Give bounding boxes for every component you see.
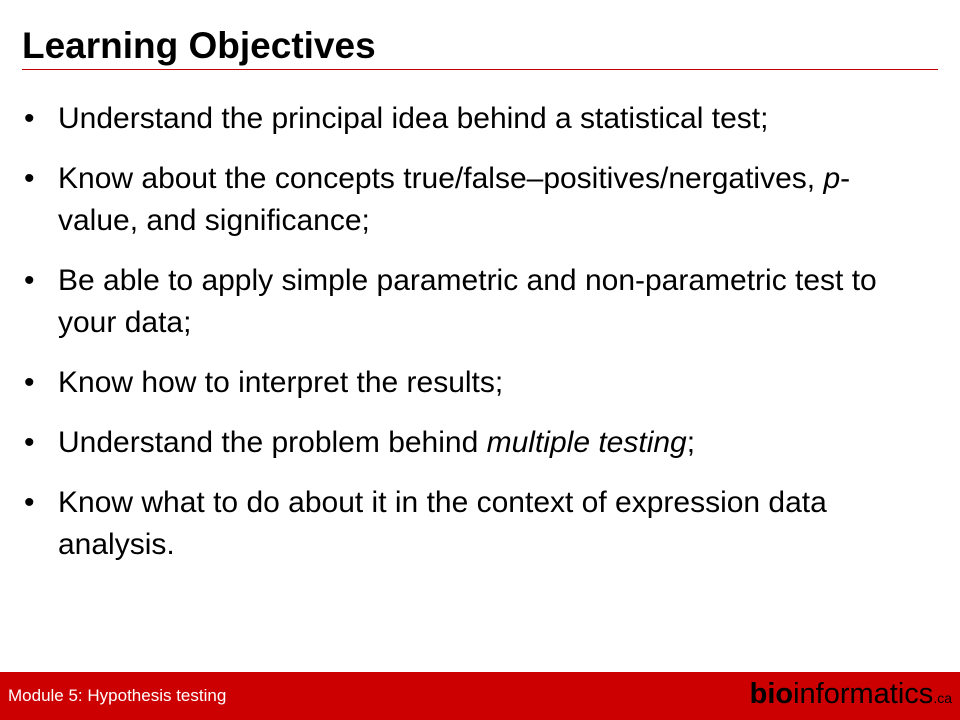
objective-text: p [823,162,841,195]
objective-text: Know what to do about it in the context of expression data analysis. [58,486,827,561]
objective-item [24,158,924,242]
footer-module-label: Module 5: Hypothesis testing [8,686,227,705]
slide-title: Learning Objectives [22,25,376,66]
objective-text: multiple testing [486,426,687,459]
objective-text: Understand the principal idea behind a statistical test; [58,102,769,135]
bullet-point-icon: • [24,426,35,459]
title-underline [22,69,938,70]
objectives-list [24,98,924,584]
bullet-point-icon: • [24,102,35,135]
bullet-point-icon: • [24,162,35,195]
objective-item [24,98,924,140]
objective-item [24,362,924,404]
objective-text: ; [686,426,696,459]
objective-text: Understand the problem behind [58,426,487,459]
logo-ca-text: .ca [933,690,952,706]
objective-text: Know about the concepts true/false–positives/nergatives, [58,162,824,195]
logo-informatics-text: informatics [793,678,934,710]
bullet-point-icon: • [24,264,35,297]
objective-item [24,260,924,344]
objective-item [24,482,924,566]
objective-text: Know how to interpret the results; [58,366,504,399]
logo-bio-text: bio [749,678,794,710]
objective-item [24,422,924,464]
objective-text: -value, and significance; [58,162,851,237]
bioinformatics-logo [750,677,952,716]
objective-text: Be able to apply simple parametric and non-parametric test to your data; [58,264,877,339]
bullet-point-icon: • [24,486,35,519]
bullet-point-icon: • [24,366,35,399]
